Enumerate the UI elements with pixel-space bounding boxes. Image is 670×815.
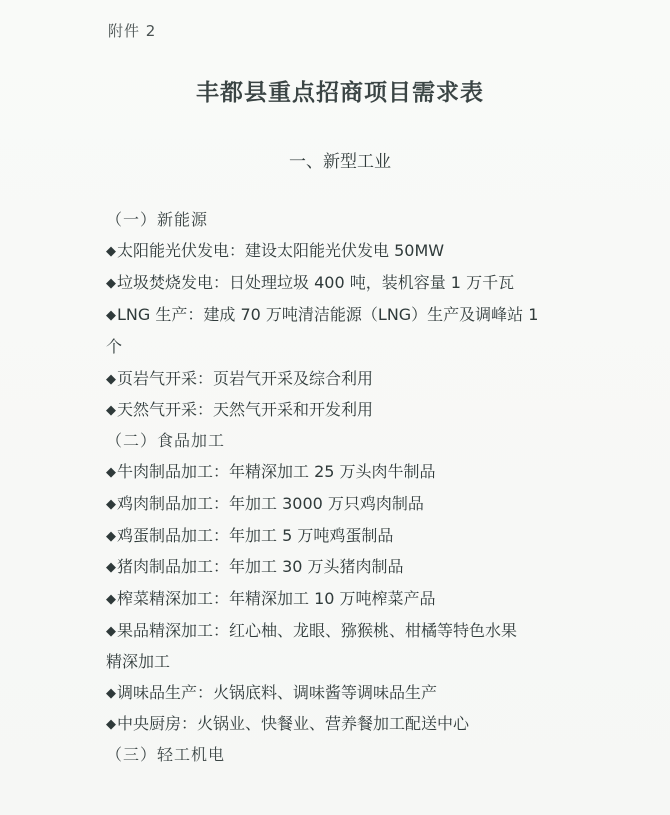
bullet-icon: ◆ bbox=[106, 529, 116, 544]
list-item: ◆调味品生产：火锅底料、调味酱等调味品生产 bbox=[106, 683, 438, 702]
bullet-icon: ◆ bbox=[106, 497, 116, 512]
category-heading: （一）新能源 bbox=[106, 210, 209, 229]
bullet-icon: ◆ bbox=[106, 372, 116, 387]
list-item: ◆果品精深加工：红心柚、龙眼、猕猴桃、柑橘等特色水果 bbox=[106, 621, 518, 640]
list-item: ◆垃圾焚烧发电：日处理垃圾 400 吨，装机容量 1 万千瓦 bbox=[106, 273, 515, 292]
list-item-continuation: 个 bbox=[106, 337, 123, 356]
bullet-icon: ◆ bbox=[106, 592, 116, 607]
bullet-icon: ◆ bbox=[106, 244, 116, 259]
bullet-icon: ◆ bbox=[106, 276, 116, 291]
section-heading: 一、新型工业 bbox=[289, 152, 391, 172]
document-title: 丰都县重点招商项目需求表 bbox=[196, 79, 484, 106]
bullet-icon: ◆ bbox=[106, 308, 116, 323]
list-item: ◆鸡肉制品加工：年加工 3000 万只鸡肉制品 bbox=[106, 494, 424, 513]
bullet-icon: ◆ bbox=[106, 403, 116, 418]
list-item: ◆猪肉制品加工：年加工 30 万头猪肉制品 bbox=[106, 557, 404, 576]
list-item: ◆天然气开采：天然气开采和开发利用 bbox=[106, 400, 374, 419]
list-item: ◆牛肉制品加工：年精深加工 25 万头肉牛制品 bbox=[106, 462, 436, 481]
bullet-icon: ◆ bbox=[106, 717, 116, 732]
list-item: ◆页岩气开采：页岩气开采及综合利用 bbox=[106, 369, 374, 388]
bullet-icon: ◆ bbox=[106, 686, 116, 701]
list-item: ◆太阳能光伏发电：建设太阳能光伏发电 50MW bbox=[106, 241, 445, 260]
bullet-icon: ◆ bbox=[106, 465, 116, 480]
list-item-continuation: 精深加工 bbox=[106, 652, 171, 671]
bullet-icon: ◆ bbox=[106, 624, 116, 639]
category-heading: （二）食品加工 bbox=[106, 431, 226, 450]
bullet-icon: ◆ bbox=[106, 560, 116, 575]
list-item: ◆榨菜精深加工：年精深加工 10 万吨榨菜产品 bbox=[106, 589, 436, 608]
list-item: ◆中央厨房：火锅业、快餐业、营养餐加工配送中心 bbox=[106, 714, 470, 733]
list-item: ◆LNG 生产：建成 70 万吨清洁能源（LNG）生产及调峰站 1 bbox=[106, 305, 539, 324]
attachment-label: 附件 2 bbox=[108, 22, 157, 40]
category-heading: （三）轻工机电 bbox=[106, 745, 226, 764]
list-item: ◆鸡蛋制品加工：年加工 5 万吨鸡蛋制品 bbox=[106, 526, 394, 545]
